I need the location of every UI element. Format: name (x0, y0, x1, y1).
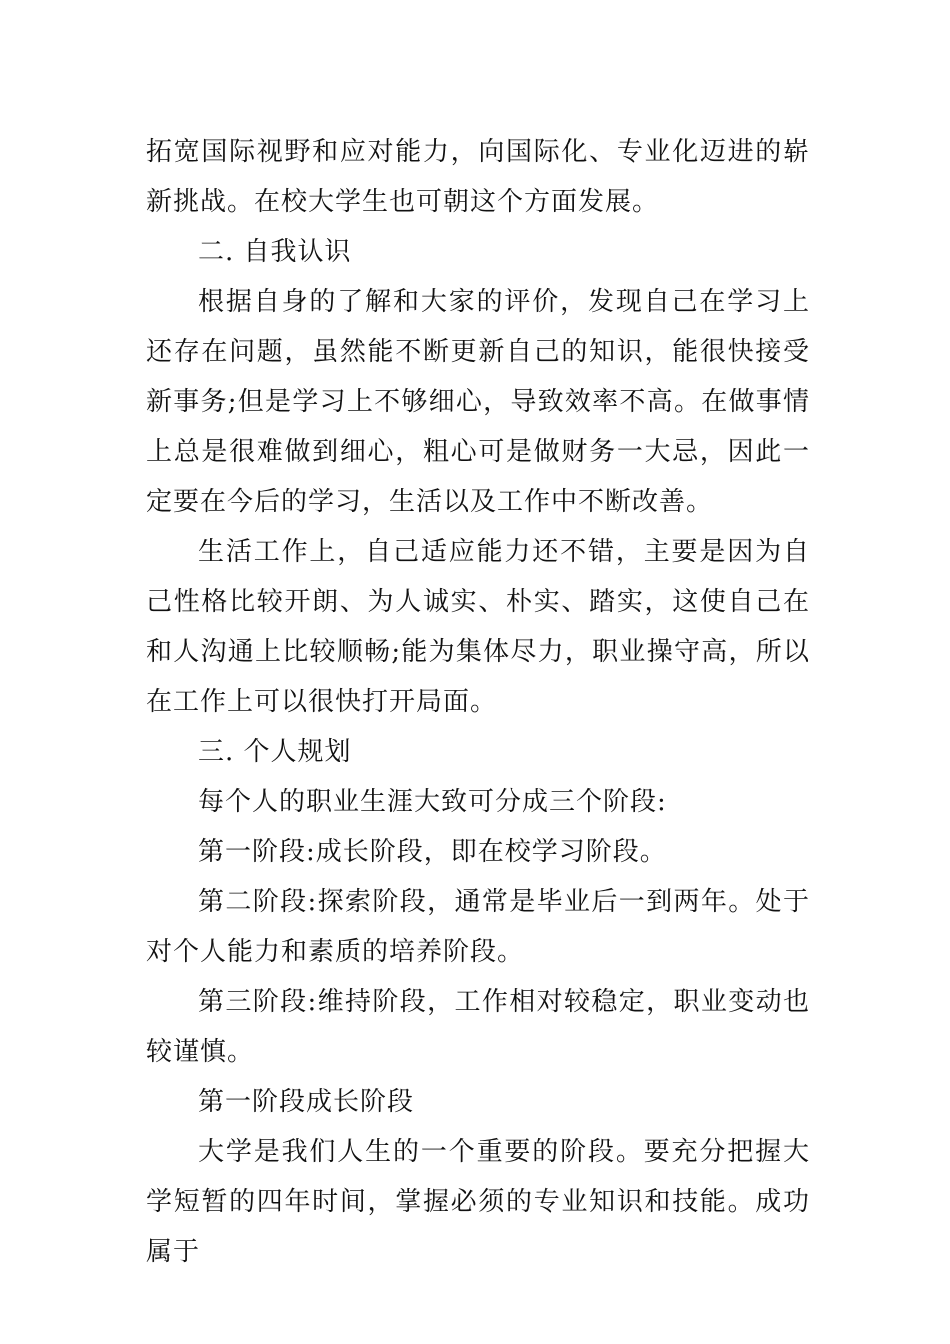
paragraph-work-life: 生活工作上，自己适应能力还不错，主要是因为自己性格比较开朗、为人诚实、朴实、踏实，这使自己在和人沟通上比较顺畅;能为集体尽力，职业操守高，所以在工作上可以很快打开局面。 (146, 537, 810, 717)
paragraph-stage-three: 第三阶段:维持阶段，工作相对较稳定，职业变动也较谨慎。 (146, 987, 810, 1067)
document-body (146, 127, 810, 1277)
paragraph-university: 大学是我们人生的一个重要的阶段。要充分把握大学短暂的四年时间，掌握必须的专业知识和技能。成功属于 (146, 1137, 810, 1267)
paragraph-self-assessment: 根据自身的了解和大家的评价，发现自己在学习上还存在问题，虽然能不断更新自己的知识，能很快接受新事务;但是学习上不够细心，导致效率不高。在做事情上总是很难做到细心，粗心可是做财务一大忌，因此一定要在今后的学习，生活以及工作中不断改善。 (146, 287, 810, 517)
paragraph-stage-two: 第二阶段:探索阶段，通常是毕业后一到两年。处于对个人能力和素质的培养阶段。 (146, 887, 810, 967)
paragraph-career-stages-intro: 每个人的职业生涯大致可分成三个阶段: (198, 787, 667, 817)
paragraph-stage-one: 第一阶段:成长阶段，即在校学习阶段。 (198, 837, 667, 867)
section-heading-self-knowledge: 二. 自我认识 (198, 237, 352, 267)
section-heading-personal-plan: 三. 个人规划 (198, 737, 352, 767)
paragraph-continuation: 拓宽国际视野和应对能力，向国际化、专业化迈进的崭新挑战。在校大学生也可朝这个方面发展。 (146, 137, 810, 217)
subheading-stage-one-growth: 第一阶段成长阶段 (198, 1087, 415, 1117)
